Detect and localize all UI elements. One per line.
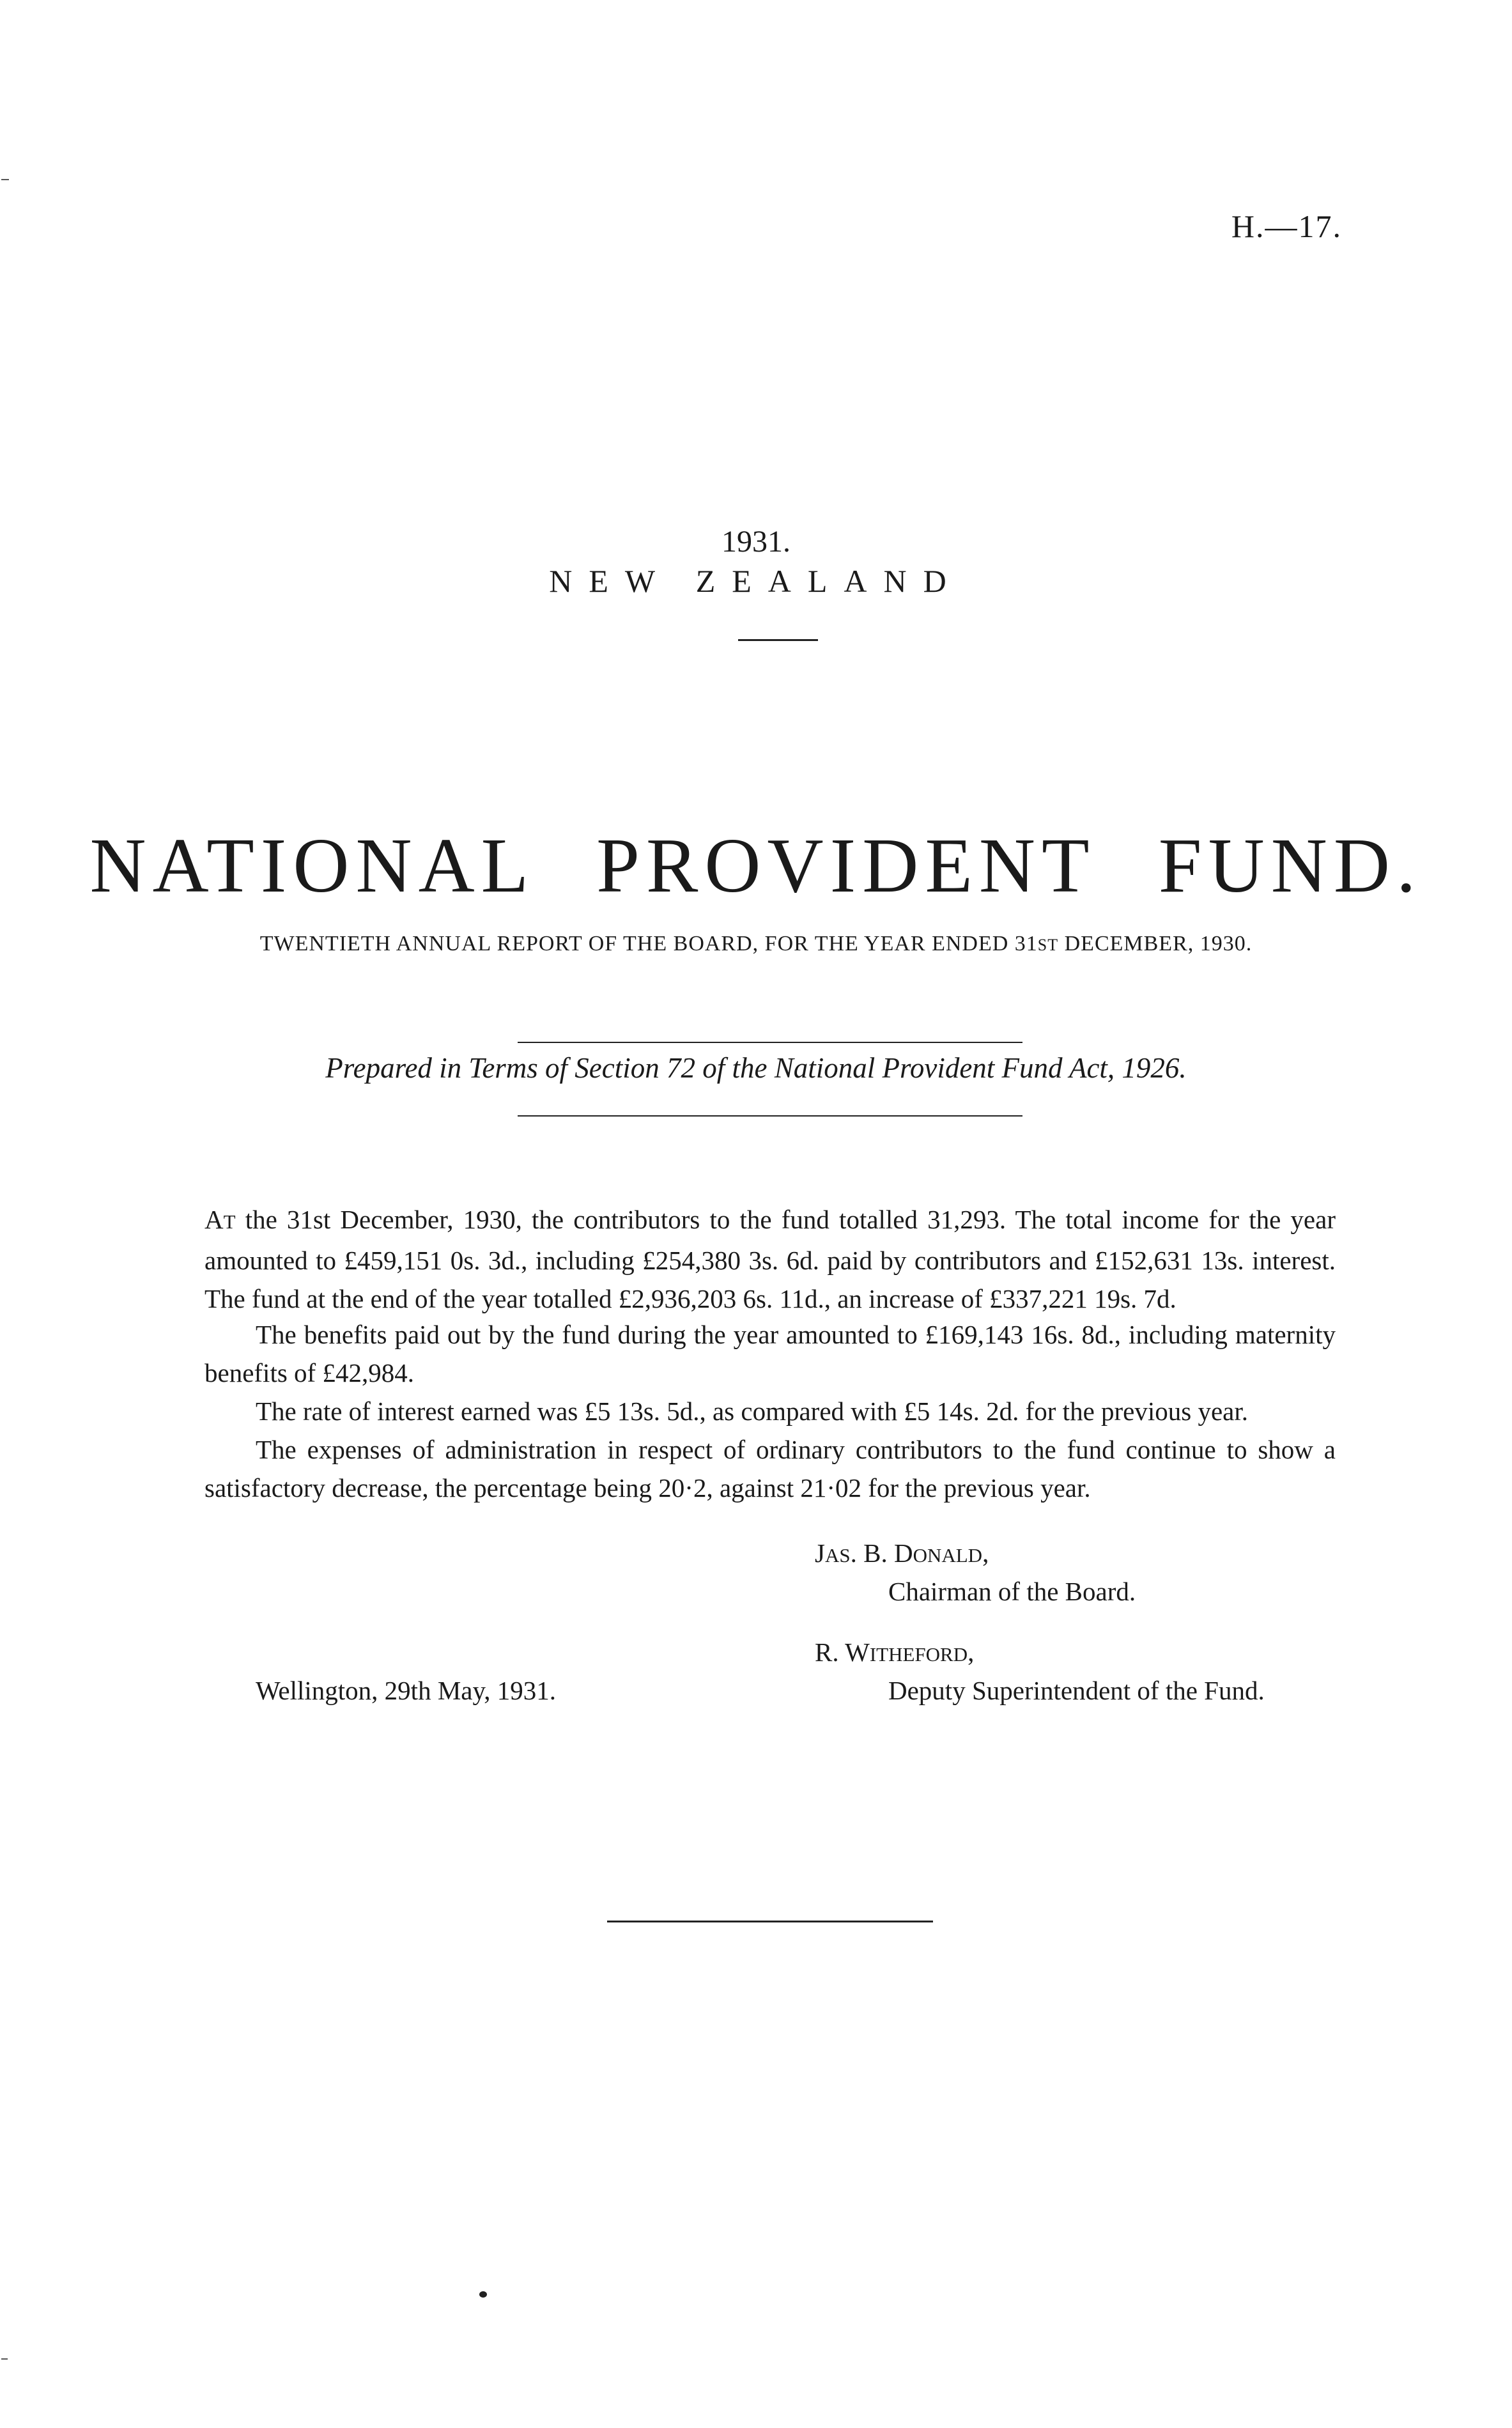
report-title: NATIONAL PROVIDENT FUND. (89, 823, 1423, 909)
upper-rule (518, 1042, 1022, 1043)
lower-rule (518, 1115, 1022, 1117)
report-subtitle: TWENTIETH ANNUAL REPORT OF THE BOARD, FOR THE YEAR ENDED 31ST DECEMBER, 1930. (259, 932, 1253, 955)
place-and-date: Wellington, 29th May, 1931. (256, 1676, 557, 1705)
ink-dot (479, 2291, 487, 2298)
scan-mark (1, 2358, 8, 2360)
closing-rule (607, 1921, 933, 1922)
paragraph-expenses: The expenses of administration in respect of ordinary contributors to the fund continue to show a satisfactory decrease, the percentage being 20·2, against 21·02 for the previous year. (204, 1435, 1336, 1503)
paragraph-interest: The rate of interest earned was £5 13s. 5d., as compared with £5 14s. 2d. for the previous year. (256, 1396, 1248, 1426)
prepared-statement: Prepared in Terms of Section 72 of the National Provident Fund Act, 1926. (325, 1052, 1187, 1084)
signatory-chairman-name: JAS. B. DONALD, (815, 1538, 989, 1568)
paragraph-contributors: AT the 31st December, 1930, the contributors to the fund totalled 31,293. The total income for the year amounted to £459,151 0s. 3d., including £254,380 3s. 6d. paid by contributors and £152,631 13s. interest. The fund at the end of the year totalled £2,936,203 6s. 11d., an increase of £337,221 19s. 7d. (204, 1205, 1336, 1313)
scan-mark (1, 179, 9, 180)
signatory-chairman-title: Chairman of the Board. (888, 1577, 1136, 1606)
signatory-deputy-title: Deputy Superintendent of the Fund. (888, 1676, 1265, 1705)
paragraph-benefits: The benefits paid out by the fund during the year amounted to £169,143 16s. 8d., including maternity benefits of £42,984. (204, 1320, 1336, 1388)
country-heading: NEW ZEALAND (549, 563, 963, 599)
masthead-rule (738, 639, 818, 641)
document-reference: H.—17. (1231, 208, 1342, 244)
signatory-deputy-name: R. WITHEFORD, (815, 1637, 975, 1667)
publication-year: 1931. (721, 525, 791, 559)
